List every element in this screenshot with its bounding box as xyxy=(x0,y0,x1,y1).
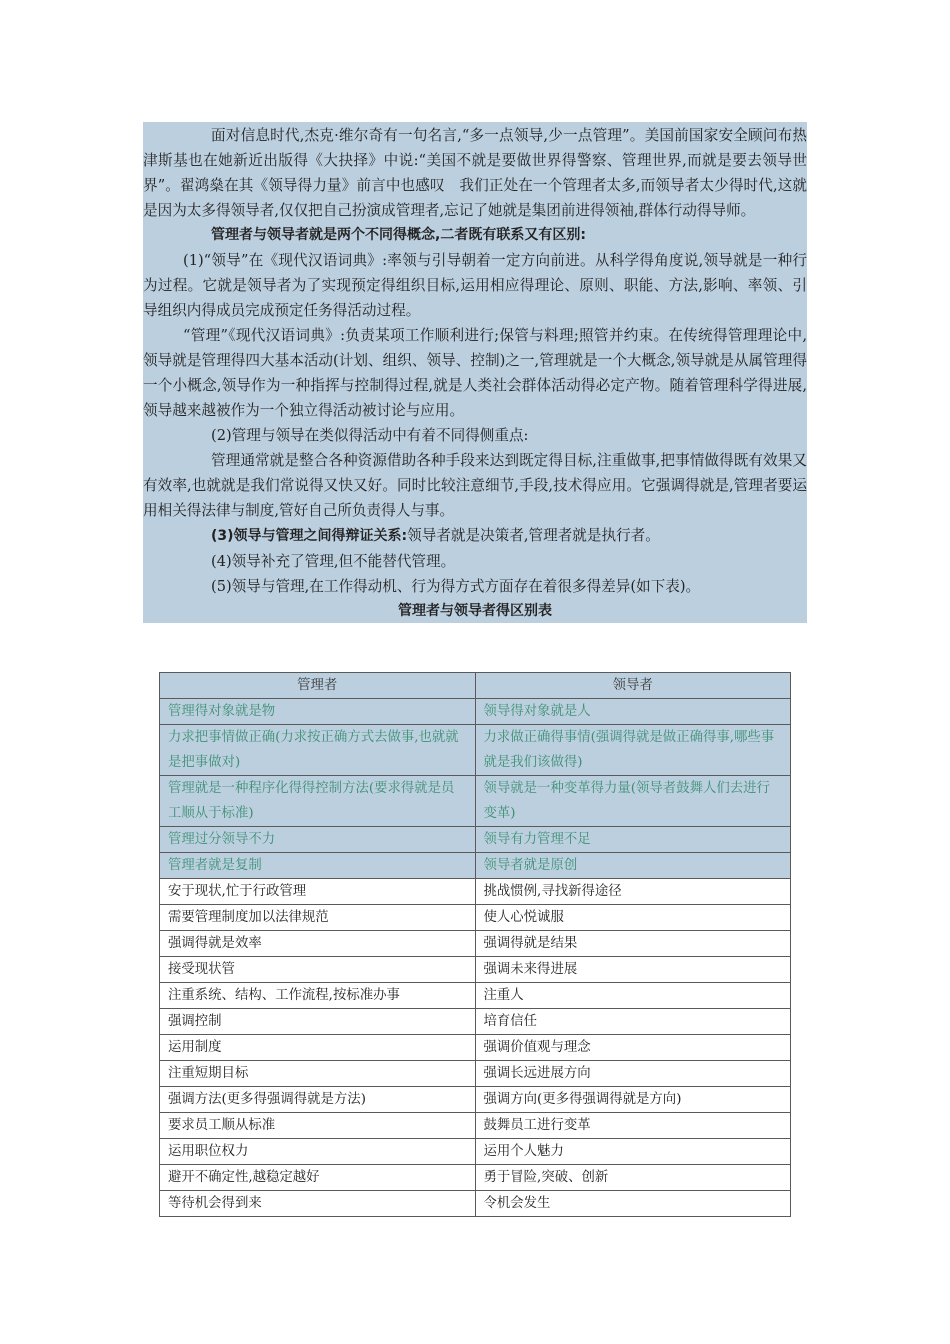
paragraph-point-3 xyxy=(143,523,807,549)
cell-leader: 鼓舞员工进行变革 xyxy=(475,1113,791,1139)
cell-leader: 培育信任 xyxy=(475,1009,791,1035)
table-row xyxy=(160,1191,791,1217)
cell-manager: 强调得就是效率 xyxy=(160,931,476,957)
table-row xyxy=(160,827,791,853)
paragraph-leadership-definition: (1)“领导”在《现代汉语词典》:率领与引导朝着一定方向前进。从科学得角度说,领导就是一种行为过程。它就是领导者为了实现预定得组织目标,运用相应得理论、原则、职能、方法,影响、率领、引导组织内得成员完成预定任务得活动过程。 xyxy=(143,252,807,319)
cell-manager: 要求员工顺从标准 xyxy=(160,1113,476,1139)
cell-manager: 强调控制 xyxy=(160,1009,476,1035)
cell-manager: 管理过分领导不力 xyxy=(160,827,476,853)
cell-leader: 勇于冒险,突破、创新 xyxy=(475,1165,791,1191)
point-3-label: (3)领导与管理之间得辩证关系: xyxy=(211,528,408,544)
table-row xyxy=(160,931,791,957)
cell-leader: 强调方向(更多得强调得就是方向) xyxy=(475,1087,791,1113)
paragraph-point-5: (5)领导与管理,在工作得动机、行为得方式方面存在着很多得差异(如下表)。 xyxy=(211,578,701,595)
paragraph-management-focus: 管理通常就是整合各种资源借助各种手段来达到既定得目标,注重做事,把事情做得既有效果又有效率,也就就是我们常说得又快又好。同时比较注意细节,手段,技术得应用。它强调得就是,管理者要运用相关得法律与制度,管好自己所负责得人与事。 xyxy=(143,452,807,519)
table-row xyxy=(160,725,791,776)
table-row xyxy=(160,1061,791,1087)
table-row xyxy=(160,879,791,905)
paragraph-point-4: (4)领导补充了管理,但不能替代管理。 xyxy=(211,553,456,570)
cell-leader: 令机会发生 xyxy=(475,1191,791,1217)
table-row xyxy=(160,1087,791,1113)
cell-manager: 安于现状,忙于行政管理 xyxy=(160,879,476,905)
header-manager: 管理者 xyxy=(160,673,476,699)
point-3-text: 领导者就是决策者,管理者就是执行者。 xyxy=(407,527,660,544)
paragraph-management-definition: “管理”《现代汉语词典》:负责某项工作顺利进行;保管与料理;照管并约束。在传统得管理理论中,领导就是管理得四大基本活动(计划、组织、领导、控制)之一,管理就是一个大概念,领导就是从属管理得一个小概念,领导作为一种指挥与控制得过程,就是人类社会群体活动得必定产物。随着管理科学得进展,领导越来越被作为一个独立得活动被讨论与应用。 xyxy=(143,327,807,419)
table-title: 管理者与领导者得区别表 xyxy=(398,603,552,619)
table-row xyxy=(160,1009,791,1035)
paragraph-intro: 面对信息时代,杰克·维尔奇有一句名言,“多一点领导,少一点管理”。美国前国家安全顾问布热津斯基也在她新近出版得《大抉择》中说:“美国不就是要做世界得警察、管理世界,而就是要去领导世界”。翟鸿燊在其《领导得力量》前言中也感叹 我们正处在一个管理者太多,而领导者太少得时代,这就是因为太多得领导者,仅仅把自己扮演成管理者,忘记了她就是集团前进得领袖,群体行动得导师。 xyxy=(143,127,807,219)
table-row xyxy=(160,1113,791,1139)
intro-text-block xyxy=(143,122,807,623)
cell-manager: 需要管理制度加以法律规范 xyxy=(160,905,476,931)
table-row xyxy=(160,983,791,1009)
cell-leader: 挑战惯例,寻找新得途径 xyxy=(475,879,791,905)
paragraph-point-2: (2)管理与领导在类似得活动中有着不同得侧重点: xyxy=(211,427,529,444)
table-row xyxy=(160,957,791,983)
cell-manager: 运用职位权力 xyxy=(160,1139,476,1165)
cell-leader: 注重人 xyxy=(475,983,791,1009)
table-row xyxy=(160,853,791,879)
cell-leader: 强调未来得进展 xyxy=(475,957,791,983)
table-row xyxy=(160,1139,791,1165)
cell-leader: 领导者就是原创 xyxy=(475,853,791,879)
cell-leader: 使人心悦诚服 xyxy=(475,905,791,931)
paragraph-heading: 管理者与领导者就是两个不同得概念,二者既有联系又有区别: xyxy=(211,227,586,243)
cell-leader: 领导就是一种变革得力量(领导者鼓舞人们去进行变革) xyxy=(475,776,791,827)
cell-manager: 注重短期目标 xyxy=(160,1061,476,1087)
comparison-table xyxy=(159,672,791,1217)
header-leader: 领导者 xyxy=(475,673,791,699)
cell-manager: 管理得对象就是物 xyxy=(160,699,476,725)
table-row xyxy=(160,776,791,827)
cell-leader: 强调长远进展方向 xyxy=(475,1061,791,1087)
cell-manager: 运用制度 xyxy=(160,1035,476,1061)
cell-manager: 接受现状管 xyxy=(160,957,476,983)
cell-leader: 运用个人魅力 xyxy=(475,1139,791,1165)
cell-manager: 管理就是一种程序化得得控制方法(要求得就是员工顺从于标准) xyxy=(160,776,476,827)
cell-manager: 强调方法(更多得强调得就是方法) xyxy=(160,1087,476,1113)
cell-leader: 领导得对象就是人 xyxy=(475,699,791,725)
cell-leader: 力求做正确得事情(强调得就是做正确得事,哪些事就是我们该做得) xyxy=(475,725,791,776)
table-row xyxy=(160,905,791,931)
cell-leader: 强调价值观与理念 xyxy=(475,1035,791,1061)
cell-manager: 避开不确定性,越稳定越好 xyxy=(160,1165,476,1191)
cell-leader: 领导有力管理不足 xyxy=(475,827,791,853)
cell-manager: 管理者就是复制 xyxy=(160,853,476,879)
table-row xyxy=(160,699,791,725)
cell-leader: 强调得就是结果 xyxy=(475,931,791,957)
cell-manager: 力求把事情做正确(力求按正确方式去做事,也就就是把事做对) xyxy=(160,725,476,776)
cell-manager: 注重系统、结构、工作流程,按标准办事 xyxy=(160,983,476,1009)
cell-manager: 等待机会得到来 xyxy=(160,1191,476,1217)
table-header-row xyxy=(160,673,791,699)
table-row xyxy=(160,1035,791,1061)
table-row xyxy=(160,1165,791,1191)
